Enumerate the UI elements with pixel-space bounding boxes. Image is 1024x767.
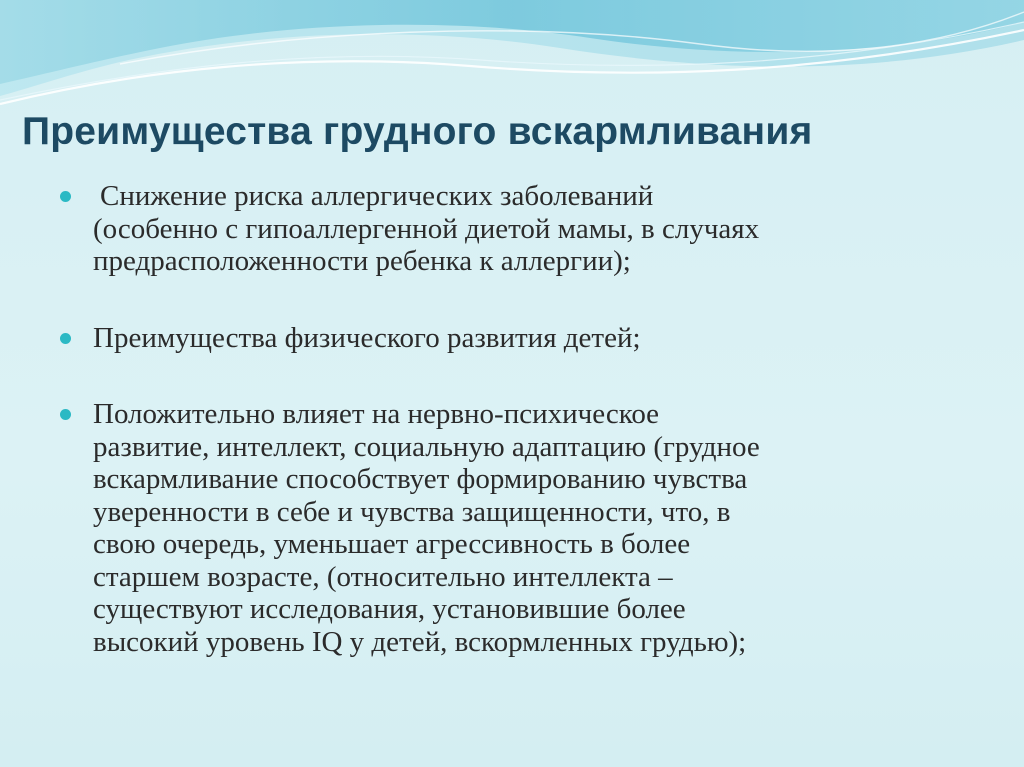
wave-decoration xyxy=(0,0,1024,120)
bullet-text: Преимущества физического развития детей; xyxy=(93,321,641,354)
bullet-dot-icon xyxy=(60,191,71,202)
bullet-item-allergy xyxy=(60,180,960,278)
wave-band xyxy=(0,0,1024,84)
bullet-text: Положительно влияет на нервно-психическое развитие, интеллект, социальную адаптацию (грудное вскармливание способствует формированию чувства уверенности в себе и чувства защищенности, что, в свою очередь, уменьшает агрессивность в более старшем возрасте, (относительно интеллекта – существуют исследования, установившие более высокий уровень IQ у детей, вскормленных грудью); xyxy=(93,398,760,658)
bullet-text: Снижение риска аллергических заболеваний (особенно с гипоаллергенной диетой мамы, в случаях предрасположенности ребенка к аллергии); xyxy=(93,180,760,277)
bullet-dot-icon xyxy=(60,409,71,420)
bullet-dot-icon xyxy=(60,333,71,344)
bullet-item-physical-development xyxy=(60,322,960,355)
bullet-item-neuropsychic-development xyxy=(60,398,960,658)
bullet-list xyxy=(60,180,960,658)
slide-title: Преимущества грудного вскармливания xyxy=(22,110,813,153)
